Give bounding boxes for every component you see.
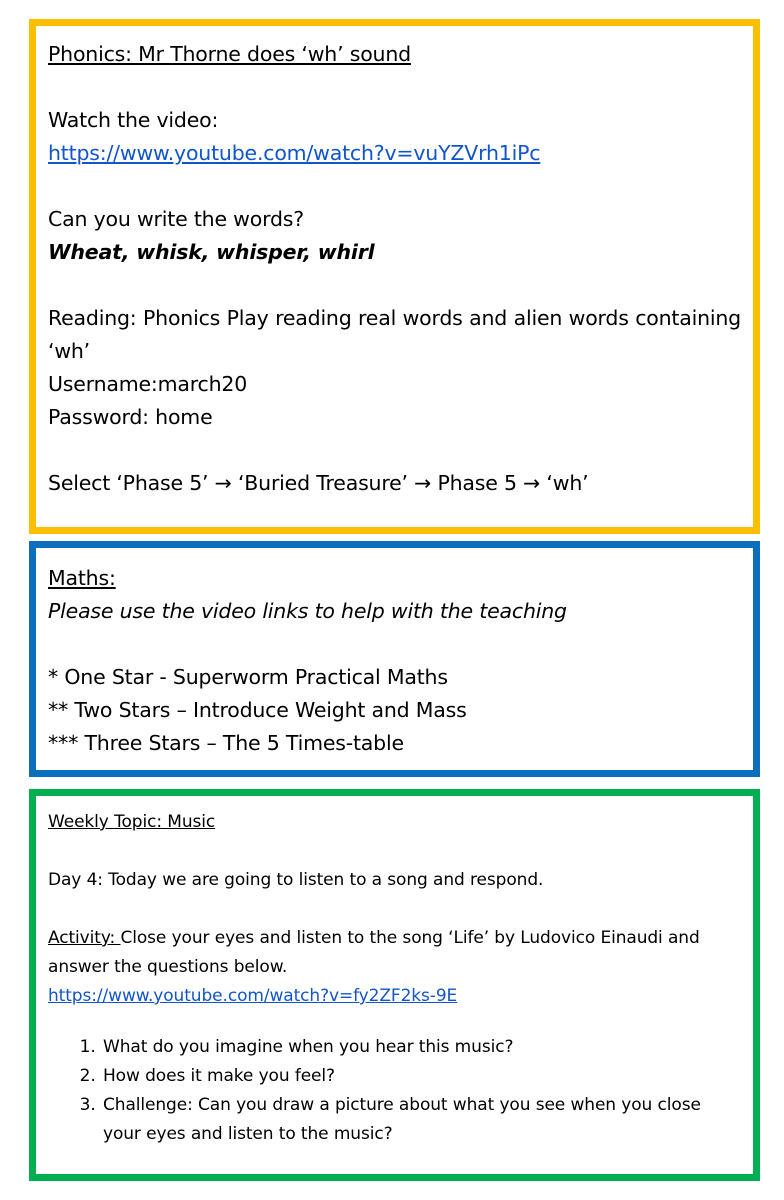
password-text: Password: home xyxy=(48,405,213,429)
maths-instruction: Please use the video links to help with the teaching xyxy=(48,599,567,623)
maths-level-one-star: * One Star - Superworm Practical Maths xyxy=(48,665,448,689)
maths-level-three-stars: *** Three Stars – The 5 Times-table xyxy=(48,731,404,755)
question-item: 2. How does it make you feel? xyxy=(101,1062,741,1091)
topic-content xyxy=(48,808,741,1149)
phonics-content xyxy=(48,38,741,500)
phonics-heading: Phonics: Mr Thorne does ‘wh’ sound xyxy=(48,42,411,66)
maths-heading: Maths: xyxy=(48,566,116,590)
maths-content xyxy=(48,562,741,760)
question-item: 1. What do you imagine when you hear this music? xyxy=(101,1033,741,1062)
question-item: 3. Challenge: Can you draw a picture about what you see when you close your eyes and listen to the music? xyxy=(101,1091,741,1149)
watch-video-label: Watch the video: xyxy=(48,108,219,132)
username-text: Username:march20 xyxy=(48,372,248,396)
topic-box xyxy=(29,789,760,1181)
select-instructions: Select ‘Phase 5’ → ‘Buried Treasure’ → Phase 5 → ‘wh’ xyxy=(48,471,589,495)
reading-instructions: Reading: Phonics Play reading real words and alien words containing ‘wh’ xyxy=(48,306,741,363)
day-text: Day 4: Today we are going to listen to a song and respond. xyxy=(48,870,544,890)
activity-label: Activity: xyxy=(48,928,121,948)
phonics-words: Wheat, whisk, whisper, whirl xyxy=(48,240,375,264)
phonics-box xyxy=(29,19,760,534)
questions-list xyxy=(48,1033,741,1149)
topic-heading: Weekly Topic: Music xyxy=(48,812,216,832)
maths-box xyxy=(29,541,760,777)
song-video-link[interactable]: https://www.youtube.com/watch?v=fy2ZF2ks-9E xyxy=(48,986,458,1006)
write-words-prompt: Can you write the words? xyxy=(48,207,304,231)
activity-text: Close your eyes and listen to the song ‘Life’ by Ludovico Einaudi and answer the questions below. xyxy=(48,928,700,977)
activity-paragraph xyxy=(48,924,741,982)
maths-level-two-stars: ** Two Stars – Introduce Weight and Mass xyxy=(48,698,467,722)
phonics-video-link[interactable]: https://www.youtube.com/watch?v=vuYZVrh1iPc xyxy=(48,141,541,165)
